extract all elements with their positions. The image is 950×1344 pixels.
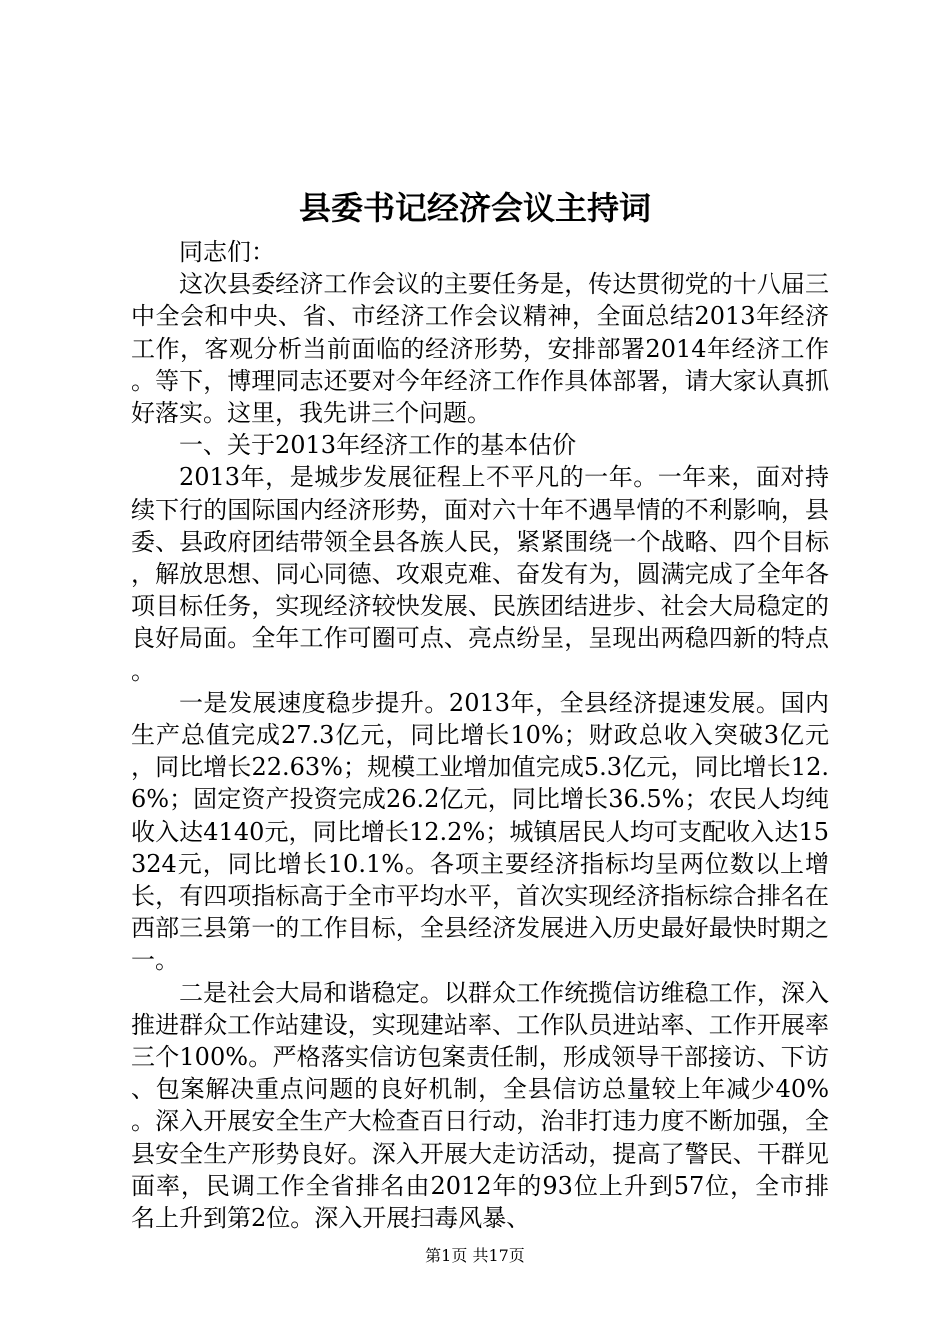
salutation: 同志们： [179, 238, 275, 266]
paragraph-overview: 2013年，是城步发展征程上不平凡的一年。一年来，面对持续下行的国际国内经济形势，面对六十年不遇旱情的不利影响，县委、县政府团结带领全县各族人民，紧紧围绕一个战略、四个目标，解放思想、同心同德、攻艰克难、奋发有为，圆满完成了全年各项目标任务，实现经济较快发展、民族团结进步、社会大局稳定的良好局面。全年工作可圈可点、亮点纷呈，呈现出两稳四新的特点。 [131, 463, 829, 685]
paragraph-stability: 二是社会大局和谐稳定。以群众工作统揽信访维稳工作，深入推进群众工作站建设，实现建站率、工作队员进站率、工作开展率三个100%。严格落实信访包案责任制，形成领导干部接访、下访、包案解决重点问题的良好机制，全县信访总量较上年减少40%。深入开展安全生产大检查百日行动，治非打违力度不断加强，全县安全生产形势良好。深入开展大走访活动，提高了警民、干群见面率，民调工作全省排名由2012年的93位上升到57位，全市排名上升到第2位。深入开展扫毒风暴、 [131, 978, 829, 1233]
paragraph-intro: 这次县委经济工作会议的主要任务是，传达贯彻党的十八届三中全会和中央、省、市经济工作会议精神，全面总结2013年经济工作，客观分析当前面临的经济形势，安排部署2014年经济工作。等下，博理同志还要对今年经济工作作具体部署，请大家认真抓好落实。这里，我先讲三个问题。 [131, 270, 829, 428]
document-title: 县委书记经济会议主持词 [298, 189, 651, 227]
document-body [131, 236, 829, 1234]
section-heading: 一、关于2013年经济工作的基本估价 [179, 431, 577, 460]
page-number-footer: 第1页 共17页 [425, 1246, 525, 1265]
paragraph-growth: 一是发展速度稳步提升。2013年，全县经济提速发展。国内生产总值完成27.3亿元，同比增长10%；财政总收入突破3亿元，同比增长22.63%；规模工业增加值完成5.3亿元，同比增长12.6%；固定资产投资完成26.2亿元，同比增长36.5%；农民人均纯收入达4140元，同比增长12.2%；城镇居民人均可支配收入达15324元，同比增长10.1%。各项主要经济指标均呈两位数以上增长，有四项指标高于全市平均水平，首次实现经济指标综合排名在西部三县第一的工作目标，全县经济发展进入历史最好最快时期之一。 [131, 688, 829, 975]
